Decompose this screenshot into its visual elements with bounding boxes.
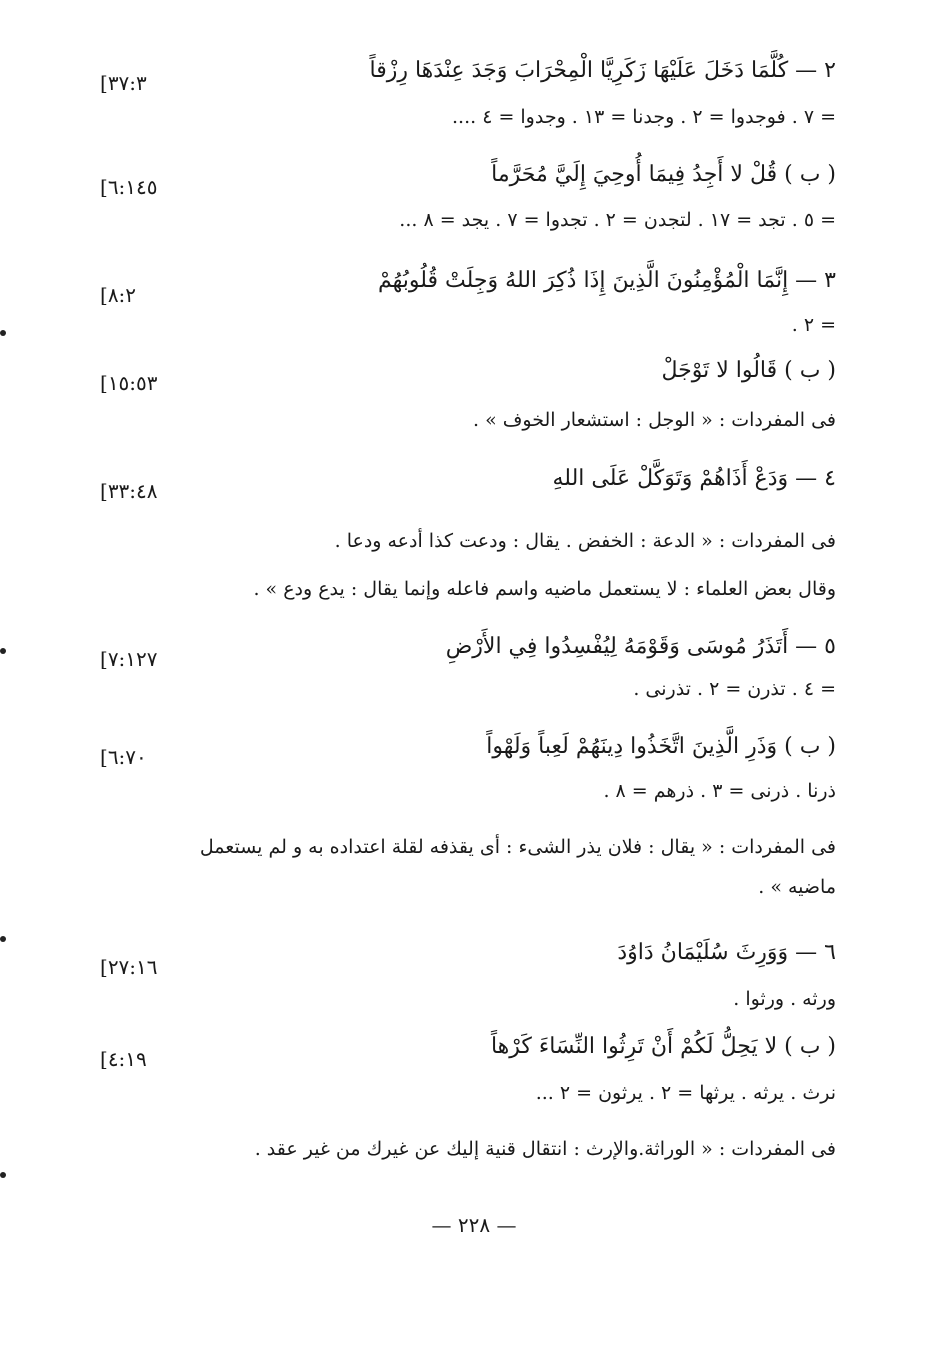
- verse-reference: [٧:١٢٧: [100, 647, 158, 671]
- verse-line: ٤ — وَدَعْ أَذَاهُمْ وَتَوَكَّلْ عَلَى اللهِ: [552, 466, 836, 491]
- page-number: — ٢٢٨ —: [431, 1213, 517, 1237]
- scan-edge-mark: [0, 936, 6, 942]
- note-line: فى المفردات : « يقال : فلان يذر الشىء : أى يقذفه لقلة اعتداده به و لم يستعمل: [199, 836, 836, 858]
- note-line: = ٥ . تجد = ١٧ . لتجدن = ٢ . تجدوا = ٧ . يجد = ٨ ...: [399, 209, 836, 231]
- verse-line: ٦ — وَوَرِثَ سُلَيْمَانُ دَاوُدَ: [617, 940, 836, 965]
- note-line: فى المفردات : « الوراثة.والإرث : انتقال قنية إليك عن غيرك من غير عقد .: [254, 1138, 836, 1160]
- scan-edge-mark: [0, 330, 6, 336]
- verse-line: ( ب ) قُلْ لا أَجِدُ فِيمَا أُوحِيَ إِلَيَّ مُحَرَّماً: [491, 162, 836, 187]
- note-line: فى المفردات : « الدعة : الخفض . يقال : ودعت كذا أدعه ودعا .: [334, 530, 836, 552]
- note-line: ماضيه » .: [758, 876, 836, 898]
- verse-reference: [٦:٧٠: [100, 745, 147, 769]
- scan-edge-mark: [0, 648, 6, 654]
- note-line: = ٤ . تذرن = ٢ . تذرنى .: [633, 678, 836, 700]
- verse-line: ( ب ) قَالُوا لا تَوْجَلْ: [661, 358, 836, 383]
- note-line: ذرنا . ذرنى = ٣ . ذرهم = ٨ .: [603, 780, 836, 802]
- verse-line: ( ب ) لا يَحِلُّ لَكُمْ أَنْ تَرِثُوا النِّسَاءَ كَرْهاً: [490, 1034, 836, 1059]
- note-line: وقال بعض العلماء : لا يستعمل ماضيه واسم فاعله وإنما يقال : يدع ودع » .: [253, 578, 836, 600]
- verse-line: ٣ — إِنَّمَا الْمُؤْمِنُونَ الَّذِينَ إِذَا ذُكِرَ اللهُ وَجِلَتْ قُلُوبُهُمْ: [377, 268, 836, 293]
- verse-reference: [٦:١٤٥: [100, 175, 158, 199]
- verse-line: ٢ — كُلَّمَا دَخَلَ عَلَيْهَا زَكَرِيَّا الْمِحْرَابَ وَجَدَ عِنْدَهَا رِزْقاً: [369, 58, 836, 83]
- note-line: = ٧ . فوجدوا = ٢ . وجدنا = ١٣ . وجدوا = ٤ ....: [451, 106, 836, 128]
- scan-edge-mark: [0, 1172, 6, 1178]
- verse-reference: [٢٧:١٦: [100, 955, 158, 979]
- verse-reference: [١٥:٥٣: [100, 371, 158, 395]
- verse-line: ٥ — أَتَذَرُ مُوسَى وَقَوْمَهُ لِيُفْسِدُوا فِي الأَرْضِ: [445, 634, 836, 659]
- note-line: = ٢ .: [791, 314, 836, 336]
- verse-reference: [٨:٢: [100, 283, 137, 307]
- note-line: فى المفردات : « الوجل : استشعار الخوف » .: [472, 409, 836, 431]
- verse-reference: [٤:١٩: [100, 1047, 147, 1071]
- note-line: نرث . يرثه . يرثها = ٢ . يرثون = ٢ ...: [535, 1082, 836, 1104]
- verse-reference: [٣٣:٤٨: [100, 479, 158, 503]
- note-line: ورثه . ورثوا .: [733, 988, 836, 1010]
- verse-line: ( ب ) وَذَرِ الَّذِينَ اتَّخَذُوا دِينَهُمْ لَعِباً وَلَهْواً: [486, 734, 836, 759]
- verse-reference: [٣٧:٣: [100, 71, 147, 95]
